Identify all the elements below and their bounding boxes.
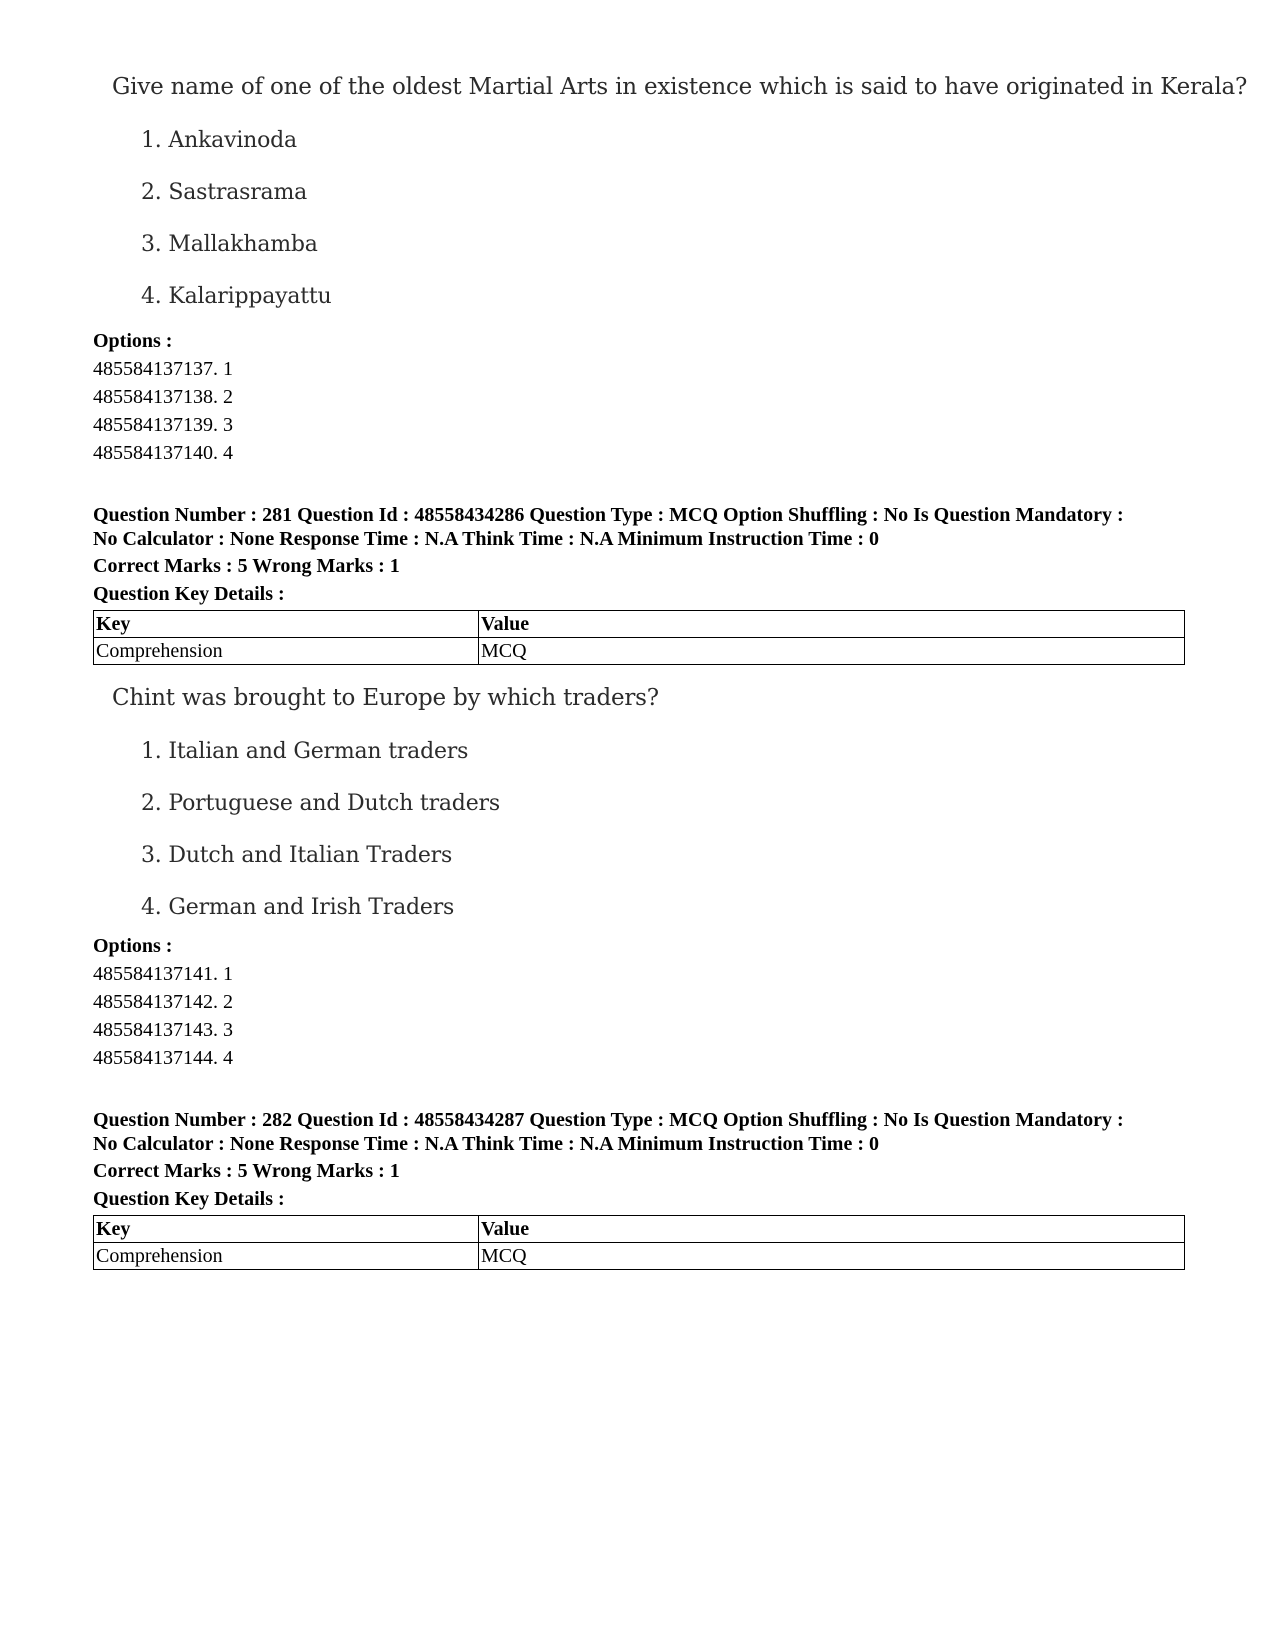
table-row: [94, 1243, 1185, 1270]
option-id: 485584137140. 4: [93, 442, 233, 464]
question-key-table: [93, 610, 1185, 665]
table-header-key: Key: [94, 1216, 479, 1243]
option-id: 485584137141. 1: [93, 963, 233, 985]
option-id: 485584137143. 3: [93, 1019, 233, 1041]
option-id: 485584137137. 1: [93, 358, 233, 380]
table-header-row: [94, 1216, 1185, 1243]
option-id: 485584137138. 2: [93, 386, 233, 408]
table-header-row: [94, 611, 1185, 638]
choice-item: 2. Sastrasrama: [141, 180, 308, 205]
choice-item: 1. Italian and German traders: [141, 739, 469, 764]
choice-item: 2. Portuguese and Dutch traders: [141, 791, 500, 816]
table-cell-key: Comprehension: [94, 638, 479, 665]
table-cell-value: MCQ: [479, 1243, 1185, 1270]
table-cell-key: Comprehension: [94, 1243, 479, 1270]
choice-item: 4. German and Irish Traders: [141, 895, 455, 920]
table-row: [94, 638, 1185, 665]
options-heading: Options :: [93, 330, 173, 352]
table-header-value: Value: [479, 1216, 1185, 1243]
choice-item: 1. Ankavinoda: [141, 128, 297, 153]
table-cell-value: MCQ: [479, 638, 1185, 665]
question-text: Chint was brought to Europe by which traders?: [112, 685, 659, 711]
key-details-label: Question Key Details :: [93, 1188, 285, 1210]
option-id: 485584137144. 4: [93, 1047, 233, 1069]
option-id: 485584137142. 2: [93, 991, 233, 1013]
option-id: 485584137139. 3: [93, 414, 233, 436]
question-meta-line2: No Calculator : None Response Time : N.A Think Time : N.A Minimum Instruction Time : 0: [93, 528, 879, 550]
options-heading: Options :: [93, 935, 173, 957]
marks-line: Correct Marks : 5 Wrong Marks : 1: [93, 555, 400, 577]
choice-item: 3. Mallakhamba: [141, 232, 318, 257]
table-header-key: Key: [94, 611, 479, 638]
question-meta-line1: Question Number : 282 Question Id : 48558434287 Question Type : MCQ Option Shuffling : No Is Question Mandatory :: [93, 1109, 1124, 1131]
choice-item: 3. Dutch and Italian Traders: [141, 843, 453, 868]
question-meta-line2: No Calculator : None Response Time : N.A Think Time : N.A Minimum Instruction Time : 0: [93, 1133, 879, 1155]
key-details-label: Question Key Details :: [93, 583, 285, 605]
marks-line: Correct Marks : 5 Wrong Marks : 1: [93, 1160, 400, 1182]
table-header-value: Value: [479, 611, 1185, 638]
choice-item: 4. Kalarippayattu: [141, 284, 332, 309]
question-key-table: [93, 1215, 1185, 1270]
question-text: Give name of one of the oldest Martial Arts in existence which is said to have originated in Kerala?: [112, 74, 1248, 100]
question-meta-line1: Question Number : 281 Question Id : 48558434286 Question Type : MCQ Option Shuffling : No Is Question Mandatory :: [93, 504, 1124, 526]
